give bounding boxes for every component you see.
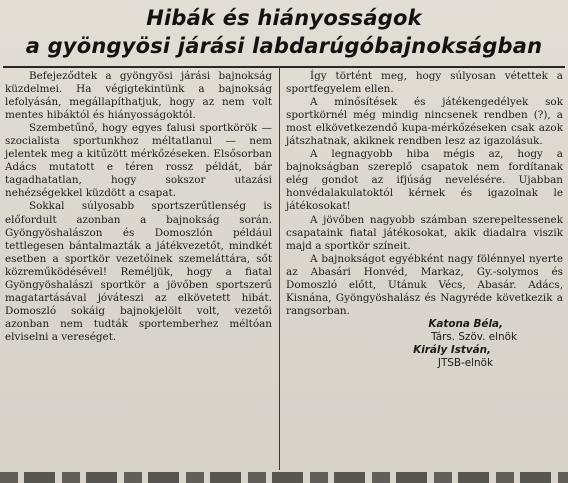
headline-divider: [3, 66, 565, 68]
column-divider: [279, 66, 280, 470]
right-column: [286, 70, 563, 370]
headline-line-1: Hibák és hiányosságok: [146, 6, 422, 30]
paragraph: A jövőben nagyobb számban szerepeltessenek csapataink fiatal játékosokat, akik diadalra viszik majd a sportkör színeit.: [286, 213, 563, 252]
signature-block: [286, 318, 563, 370]
paragraph: Befejeződtek a gyöngyösi járási bajnokság küzdelmei. Ha végigtekintünk a bajnokság lefolyásán, megállapíthatjuk, hogy az nem volt mentes hibáktól és hiányosságoktól.: [5, 70, 272, 122]
signature-name-2: Király István,: [413, 343, 491, 356]
signature-role-2: JTSB-elnök: [437, 357, 493, 370]
paragraph: Így történt meg, hogy súlyosan vétettek a sportfegyelem ellen.: [286, 70, 563, 96]
signature-role-1: Társ. Szöv. elnök: [431, 330, 517, 343]
paragraph: A bajnokságot egyébként nagy fölénnyel nyerte az Abasári Honvéd, Markaz, Gy.-solymos és Domoszló előtt, Utánuk Vécs, Abasár. Adács, Kisnána, Gyöngyöshalász és Nagyréde következik a rangsorban.: [286, 252, 563, 317]
paragraph: Szembetűnő, hogy egyes falusi sportkörök — szocialista sportunkhoz méltatlanul — nem jelentek meg a kitűzött mérkőzéseken. Elsősorban Adács mutatott e téren rossz példát, bár tagadhatatlan, hogy sokszor utazási nehézségekkel küzdött a csapat.: [5, 122, 272, 200]
paragraph: A legnagyobb hiba mégis az, hogy a bajnokságban szereplő csapatok nem fordítanak elég gondot az ifjúság nevelésére. Ujabban honvédalakulatoktól kérnek és igazolnak le játékosokat!: [286, 148, 563, 213]
signature-name-1: Katona Béla,: [428, 317, 503, 330]
headline-line-2: a gyöngyösi járási labdarúgóbajnokságban: [25, 34, 543, 58]
left-column: [5, 70, 272, 344]
cropped-next-headline: [0, 472, 568, 483]
paragraph: Sokkal súlyosabb sportszerűtlenség is előfordult azonban a bajnokság során. Gyöngyöshalászon és Domoszlón például tettlegesen bántalmazták a játékvezetőt, mindkét esetben a sportkör vezetőinek szemeláttára, sőt közreműködésével! Reméljük, hogy a fiatal Gyöngyöshalászi sportkör a jövőben sportszerű magatartásával jóváteszi az elkövetett hibát. Domoszló sokáig bajnokjelölt volt, vezetői azonban nem tudták sportemberhez méltóan elviselni a vereséget.: [5, 200, 272, 343]
article-headline: [0, 4, 568, 60]
paragraph: A minősítések és játékengedélyek sok sportkörnél még mindig nincsenek rendben (?), a most elkövetkezendő kupa-mérkőzéseken csak azok játszhatnak, akiknek rendben lesz az igazolásuk.: [286, 96, 563, 148]
